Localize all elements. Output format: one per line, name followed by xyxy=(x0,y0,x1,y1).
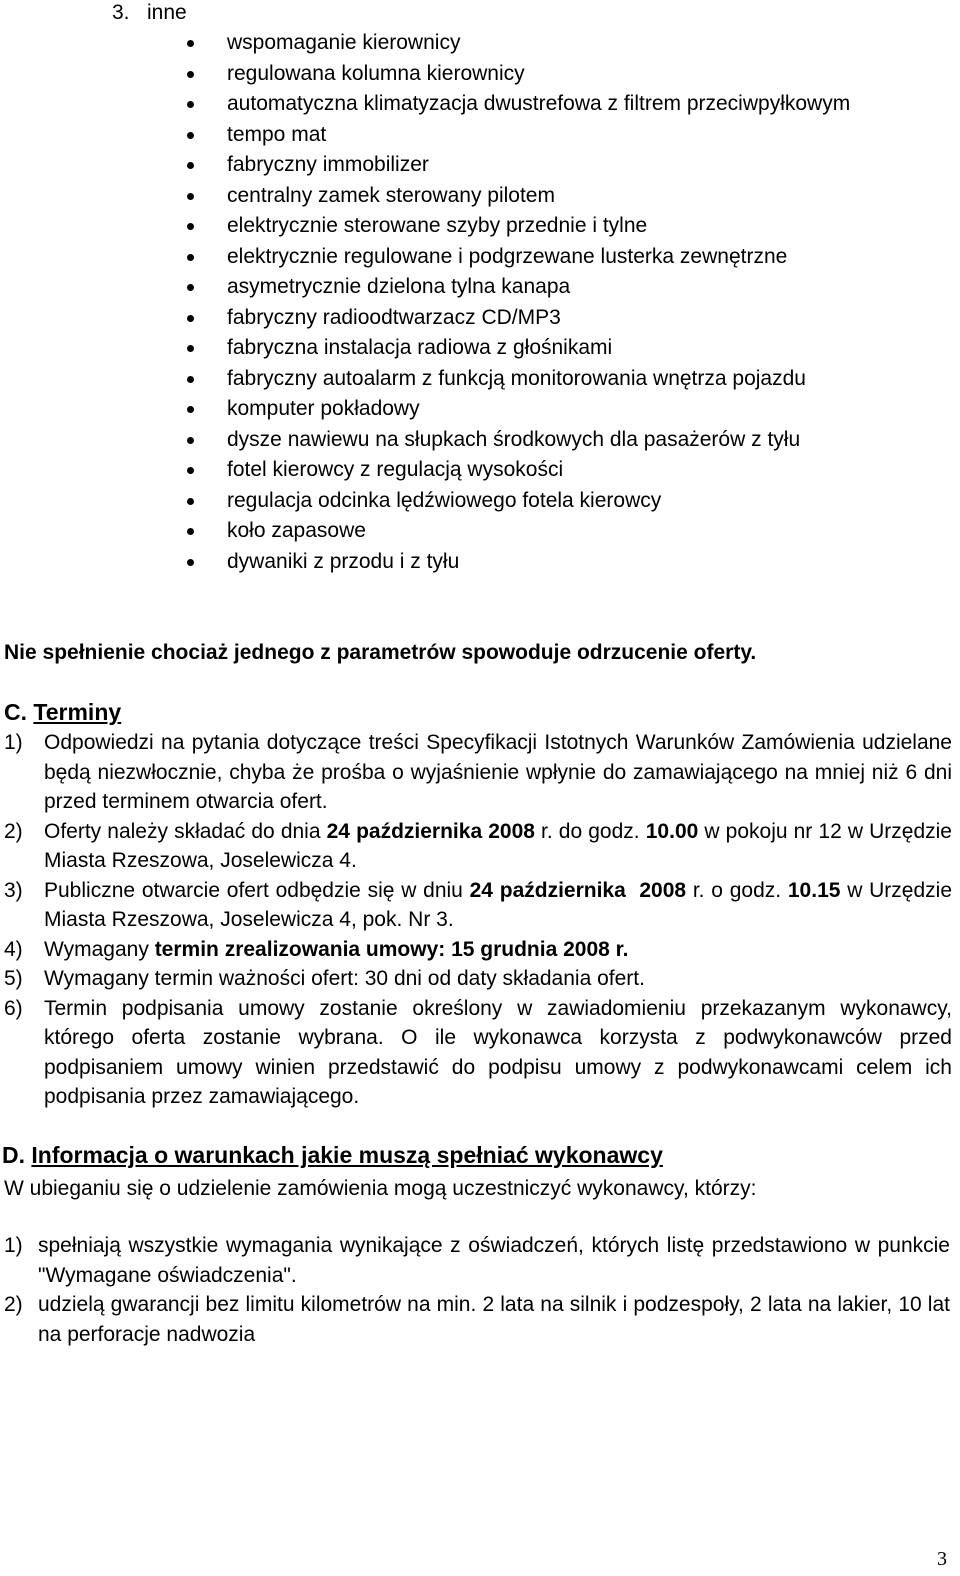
section-c-title: Terminy xyxy=(33,699,122,725)
list-item: fabryczny immobilizer xyxy=(185,150,955,181)
list-item: automatyczna klimatyzacja dwustrefowa z filtrem przeciwpyłkowym xyxy=(185,89,955,120)
bullet-icon xyxy=(187,71,194,78)
list-item: 2) udzielą gwarancji bez limitu kilometrów na min. 2 lata na silnik i podzespoły, 2 lata na lakier, 10 lat na perforacje nadwozia xyxy=(4,1293,950,1346)
list-item: fabryczna instalacja radiowa z głośnikami xyxy=(185,333,955,364)
bullet-icon xyxy=(187,437,194,444)
section-d-intro: W ubieganiu się o udzielenie zamówienia mogą uczestniczyć wykonawcy, którzy: xyxy=(4,1177,757,1200)
list-item: asymetrycznie dzielona tylna kanapa xyxy=(185,272,955,303)
list-item: 3) Publiczne otwarcie ofert odbędzie się w dniu 24 października 2008 r. o godz. 10.15 w Urzędzie Miasta Rzeszowa, Joselewicza 4, pok. Nr 3. xyxy=(4,878,958,931)
section-d-letter: D. xyxy=(2,1142,25,1168)
bullet-icon xyxy=(187,559,194,566)
list-item: 2) Oferty należy składać do dnia 24 października 2008 r. do godz. 10.00 w pokoju nr 12 w Urzędzie Miasta Rzeszowa, Joselewicza 4. xyxy=(4,819,952,872)
list-item: 1) Odpowiedzi na pytania dotyczące treści Specyfikacji Istotnych Warunków Zamówienia udzielane będą niezwłocznie, chyba że prośba o wyjaśnienie wpłynie do zamawiającego na mniej niż 6 dni przed terminem otwarcia ofert. xyxy=(4,731,952,813)
section-d-heading xyxy=(2,1140,663,1170)
list-item: fotel kierowcy z regulacją wysokości xyxy=(185,455,955,486)
page-number: 3 xyxy=(937,1548,947,1570)
list-item: 6) Termin podpisania umowy zostanie określony w zawiadomieniu przekazanym wykonawcy, którego oferta zostanie wybrana. O ile wykonawca korzysta z podwykonawców przed podpisaniem umowy winien przedstawić do podpisu umowy z podwykonawcami celem ich podpisania przez zamawiającego. xyxy=(4,996,952,1108)
list-item: dysze nawiewu na słupkach środkowych dla pasażerów z tyłu xyxy=(185,425,955,456)
list-item: dywaniki z przodu i z tyłu xyxy=(185,547,955,578)
terms-list xyxy=(4,728,958,1112)
contractor-conditions-list xyxy=(4,1231,950,1349)
bullet-icon xyxy=(187,193,194,200)
list-item: centralny zamek sterowany pilotem xyxy=(185,181,955,212)
section-c-letter: C. xyxy=(4,699,27,725)
bullet-icon xyxy=(187,223,194,230)
list-item: 5) Wymagany termin ważności ofert: 30 dni od daty składania ofert. xyxy=(4,967,645,990)
bullet-icon xyxy=(187,498,194,505)
bullet-icon xyxy=(187,40,194,47)
bullet-icon xyxy=(187,132,194,139)
list-item: elektrycznie sterowane szyby przednie i tylne xyxy=(185,211,955,242)
list-item: koło zapasowe xyxy=(185,516,955,547)
bullet-icon xyxy=(187,376,194,383)
list-item: 4) Wymagany termin zrealizowania umowy: 15 grudnia 2008 r. xyxy=(4,937,629,961)
bullet-icon xyxy=(187,467,194,474)
section-d-title: Informacja o warunkach jakie muszą spełniać wykonawcy xyxy=(31,1142,663,1168)
bullet-icon xyxy=(187,315,194,322)
bullet-icon xyxy=(187,528,194,535)
list-item: 1) spełniają wszystkie wymagania wynikające z oświadczeń, których listę przedstawiono w punkcie "Wymagane oświadczenia". xyxy=(4,1234,950,1287)
section-3-heading: 3. inne xyxy=(112,1,187,24)
list-item: komputer pokładowy xyxy=(185,394,955,425)
list-item: tempo mat xyxy=(185,120,955,151)
list-item: fabryczny autoalarm z funkcją monitorowania wnętrza pojazdu xyxy=(185,364,955,395)
bullet-icon xyxy=(187,406,194,413)
rejection-warning: Nie spełnienie chociaż jednego z parametrów spowoduje odrzucenie oferty. xyxy=(4,641,757,664)
list-item: wspomaganie kierownicy xyxy=(185,28,955,59)
bullet-icon xyxy=(187,345,194,352)
list-item: regulowana kolumna kierownicy xyxy=(185,59,955,90)
section-c-heading xyxy=(4,697,121,727)
list-item: elektrycznie regulowane i podgrzewane lusterka zewnętrzne xyxy=(185,242,955,273)
bullet-icon xyxy=(187,254,194,261)
list-item: regulacja odcinka lędźwiowego fotela kierowcy xyxy=(185,486,955,517)
list-item: fabryczny radioodtwarzacz CD/MP3 xyxy=(185,303,955,334)
bullet-icon xyxy=(187,101,194,108)
bullet-icon xyxy=(187,284,194,291)
bullet-icon xyxy=(187,162,194,169)
equipment-list xyxy=(185,28,955,577)
